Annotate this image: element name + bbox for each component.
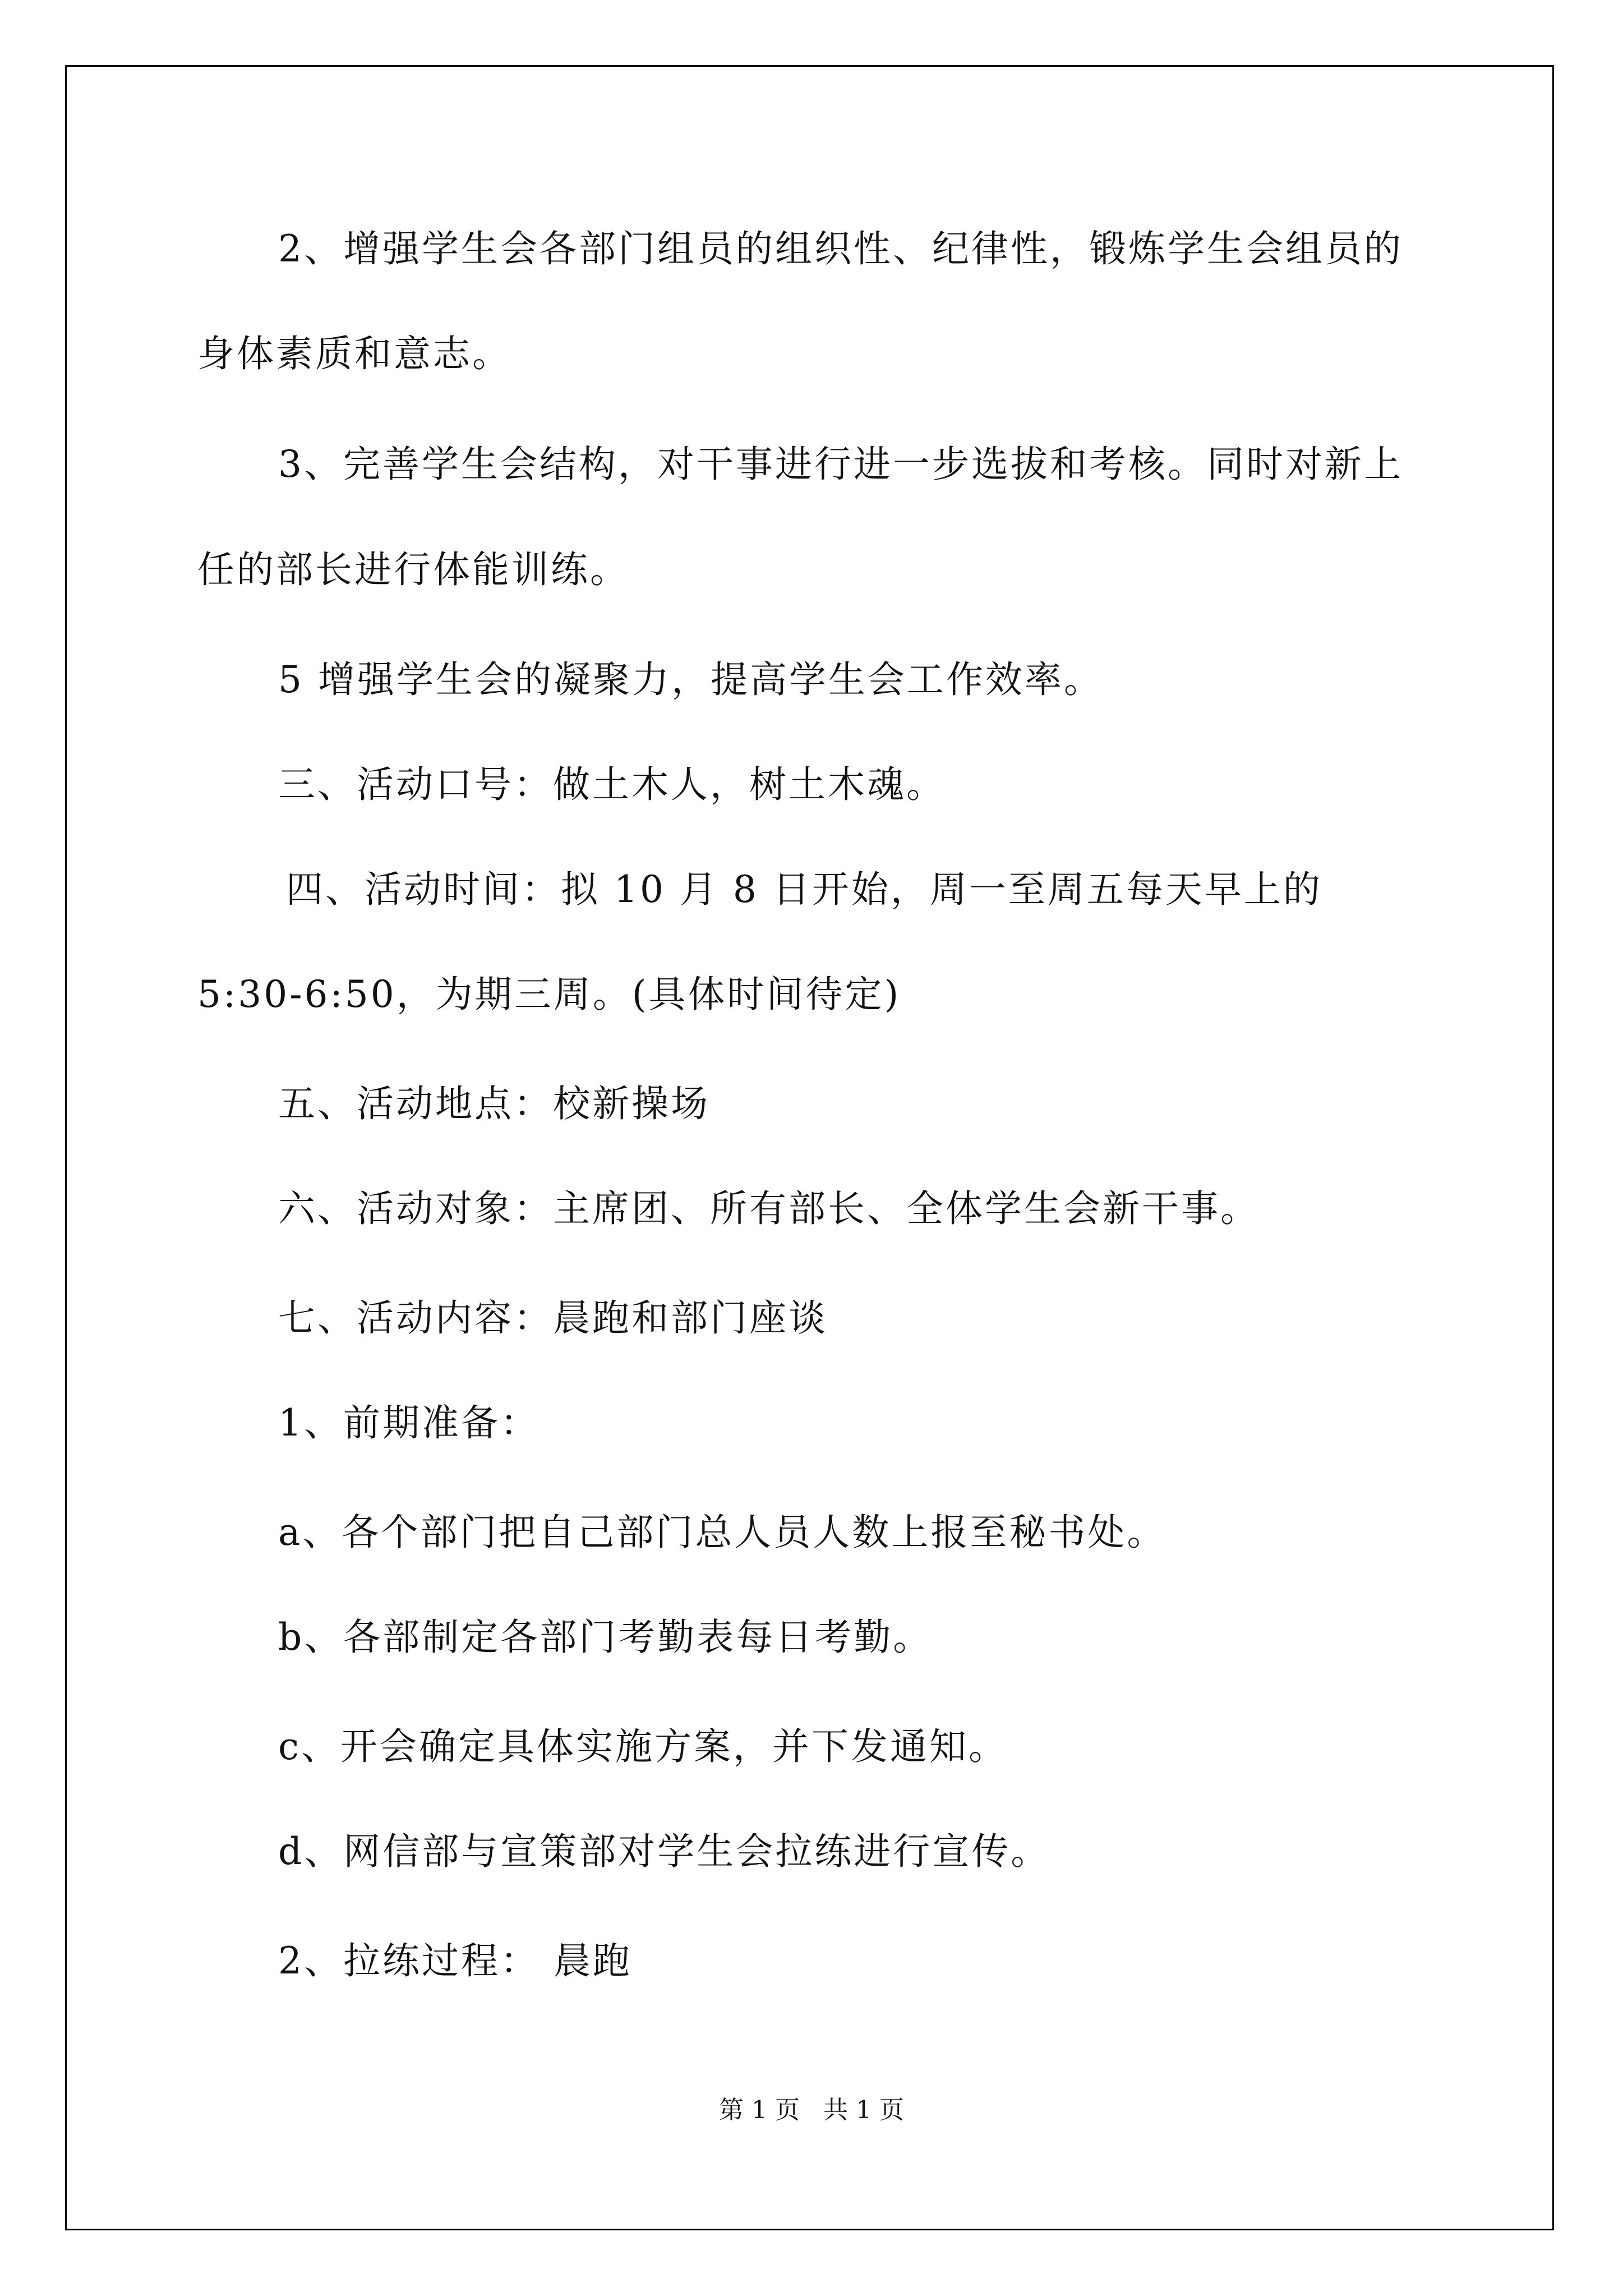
- list-item: d、网信部与宣策部对学生会拉练进行宣传。: [278, 1830, 1050, 1873]
- page-footer: 第 1 页 共 1 页: [719, 2096, 904, 2124]
- section-heading: 六、活动对象：主席团、所有部长、全体学生会新干事。: [278, 1187, 1260, 1230]
- paragraph-line: 5:30-6:50，为期三周。(具体时间待定): [197, 973, 901, 1016]
- list-item: b、各部制定各部门考勤表每日考勤。: [278, 1616, 933, 1659]
- section-heading: 四、活动时间：拟 10 月 8 日开始，周一至周五每天早上的: [286, 868, 1322, 911]
- page-border: [65, 65, 1554, 2230]
- list-item: a、各个部门把自己部门总人员人数上报至秘书处。: [278, 1511, 1166, 1554]
- paragraph-line: 2、增强学生会各部门组员的组织性、纪律性，锻炼学生会组员的: [278, 227, 1403, 270]
- paragraph-line: 任的部长进行体能训练。: [197, 548, 629, 591]
- section-heading: 五、活动地点：校新操场: [278, 1082, 710, 1125]
- paragraph-line: 2、拉练过程： 晨跑: [278, 1939, 632, 1982]
- paragraph-line: 5 增强学生会的凝聚力，提高学生会工作效率。: [278, 658, 1103, 701]
- paragraph-line: 3、完善学生会结构，对干事进行进一步选拔和考核。同时对新上: [278, 443, 1403, 486]
- section-heading: 七、活动内容：晨跑和部门座谈: [278, 1296, 828, 1340]
- paragraph-line: 1、前期准备：: [278, 1401, 540, 1444]
- paragraph-line: 身体素质和意志。: [197, 332, 511, 375]
- list-item: c、开会确定具体实施方案，并下发通知。: [278, 1725, 1008, 1768]
- section-heading: 三、活动口号：做土木人，树土木魂。: [278, 763, 946, 806]
